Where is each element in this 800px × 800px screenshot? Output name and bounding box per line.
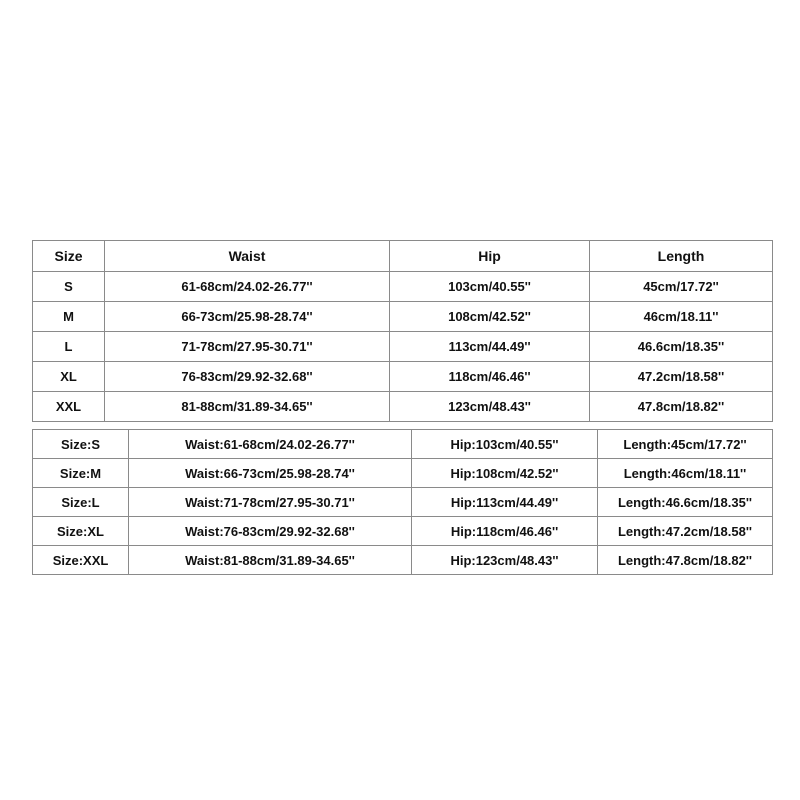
table-row — [33, 546, 773, 575]
cell-size: Size:XXL — [33, 546, 129, 575]
table-row — [33, 272, 773, 302]
cell-length: 45cm/17.72'' — [590, 272, 773, 302]
cell-size: XXL — [33, 392, 105, 422]
cell-waist: 71-78cm/27.95-30.71'' — [105, 332, 390, 362]
cell-hip: Hip:108cm/42.52'' — [412, 459, 598, 488]
table-row — [33, 332, 773, 362]
cell-length: Length:46cm/18.11'' — [598, 459, 773, 488]
cell-waist: Waist:76-83cm/29.92-32.68'' — [129, 517, 412, 546]
cell-size: Size:S — [33, 430, 129, 459]
cell-hip: 113cm/44.49'' — [390, 332, 590, 362]
size-detail-table — [32, 429, 773, 575]
cell-waist: 76-83cm/29.92-32.68'' — [105, 362, 390, 392]
cell-length: Length:47.2cm/18.58'' — [598, 517, 773, 546]
table-row — [33, 362, 773, 392]
table-row — [33, 392, 773, 422]
cell-waist: Waist:81-88cm/31.89-34.65'' — [129, 546, 412, 575]
cell-size: M — [33, 302, 105, 332]
table-row — [33, 459, 773, 488]
table-row — [33, 517, 773, 546]
cell-waist: 66-73cm/25.98-28.74'' — [105, 302, 390, 332]
header-hip: Hip — [390, 241, 590, 272]
cell-size: L — [33, 332, 105, 362]
cell-hip: 108cm/42.52'' — [390, 302, 590, 332]
cell-waist: 81-88cm/31.89-34.65'' — [105, 392, 390, 422]
cell-length: Length:47.8cm/18.82'' — [598, 546, 773, 575]
cell-hip: 118cm/46.46'' — [390, 362, 590, 392]
cell-hip: 123cm/48.43'' — [390, 392, 590, 422]
header-length: Length — [590, 241, 773, 272]
cell-length: 46.6cm/18.35'' — [590, 332, 773, 362]
cell-waist: Waist:66-73cm/25.98-28.74'' — [129, 459, 412, 488]
cell-size: S — [33, 272, 105, 302]
cell-length: 47.2cm/18.58'' — [590, 362, 773, 392]
cell-length: Length:45cm/17.72'' — [598, 430, 773, 459]
cell-waist: 61-68cm/24.02-26.77'' — [105, 272, 390, 302]
cell-hip: Hip:118cm/46.46'' — [412, 517, 598, 546]
cell-size: Size:M — [33, 459, 129, 488]
cell-length: Length:46.6cm/18.35'' — [598, 488, 773, 517]
table-row — [33, 488, 773, 517]
header-waist: Waist — [105, 241, 390, 272]
cell-waist: Waist:61-68cm/24.02-26.77'' — [129, 430, 412, 459]
cell-hip: 103cm/40.55'' — [390, 272, 590, 302]
size-chart-table — [32, 240, 773, 422]
cell-size: Size:XL — [33, 517, 129, 546]
cell-hip: Hip:103cm/40.55'' — [412, 430, 598, 459]
cell-size: XL — [33, 362, 105, 392]
header-size: Size — [33, 241, 105, 272]
cell-waist: Waist:71-78cm/27.95-30.71'' — [129, 488, 412, 517]
cell-length: 46cm/18.11'' — [590, 302, 773, 332]
cell-hip: Hip:113cm/44.49'' — [412, 488, 598, 517]
table-row — [33, 302, 773, 332]
table-row — [33, 430, 773, 459]
cell-length: 47.8cm/18.82'' — [590, 392, 773, 422]
cell-size: Size:L — [33, 488, 129, 517]
table-header-row — [33, 241, 773, 272]
cell-hip: Hip:123cm/48.43'' — [412, 546, 598, 575]
